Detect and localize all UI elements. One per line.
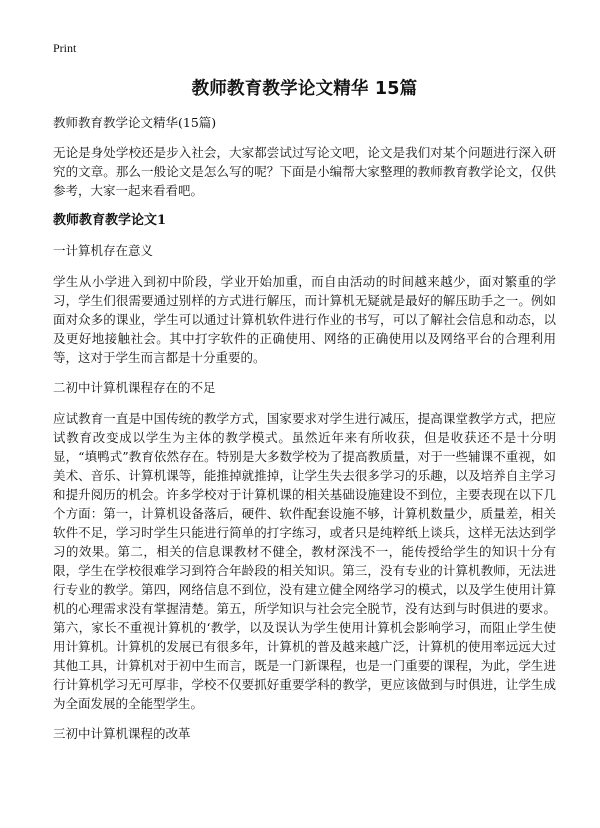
- intro-paragraph: 无论是身处学校还是步入社会，大家都尝试过写论文吧，论文是我们对某个问题进行深入研究的文章。那么一般论文是怎么写的呢？下面是小编帮大家整理的教师教育教学论文，仅供参考，大家一起来看看吧。: [53, 145, 556, 198]
- page-title: 教师教育教学论文精华 15篇: [191, 79, 418, 99]
- part3-title: 三初中计算机课程的改革: [53, 726, 191, 741]
- section-heading-1: 教师教育教学论文1: [53, 213, 167, 228]
- document-subtitle: 教师教育教学论文精华(15篇): [53, 115, 217, 130]
- part1-title: 一计算机存在意义: [53, 243, 154, 258]
- part2-paragraph: 应试教育一直是中国传统的教学方式，国家要求对学生进行减压，提高课堂教学方式，把应试教育改变成以学生为主体的教学模式。虽然近年来有所收获，但是收获还不是十分明显，“填鸭式”教育依然存在。特别是大多数学校为了提高教质量，对于一些辅课不重视，如美术、音乐、计算机课等，能推掉就推掉，让学生失去很多学习的乐趣，以及培养自主学习和提升阅历的机会。许多学校对于计算机课的相关基础设施建设不到位，主要表现在以下几个方面：第一，计算机设备落后，硬件、软件配套设施不够，计算机数量少，质量差，相关软件不足，学习时学生只能进行简单的打字练习，或者只是纯粹纸上谈兵，这样无法达到学习的效果。第二，相关的信息课教材不健全，教材深浅不一，能传授给学生的知识十分有限，学生在学校很难学习到符合年龄段的相关知识。第三，没有专业的计算机教师，无法进行专业的教学。第四，网络信息不到位，没有建立健全网络学习的模式，以及学生使用计算机的心理需求没有掌握清楚。第五，所学知识与社会完全脱节，没有达到与时俱进的要求。第六，家长不重视计算机的‘教学，以及误认为学生使用计算机会影响学习，而阻止学生使用计算机。计算机的发展已有很多年，计算机的普及越来越广泛，计算机的使用率远远大过其他工具，计算机对于初中生而言，既是一门新课程，也是一门重要的课程，为此，学生进行计算机学习无可厚非，学校不仅要抓好重要学科的教学，更应该做到与时俱进，让学生成为全面发展的全能型学生。: [53, 411, 556, 711]
- part1-paragraph: 学生从小学进入到初中阶段，学业开始加重，而自由活动的时间越来越少，面对繁重的学习，学生们很需要通过别样的方式进行解压，而计算机无疑就是最好的解压助手之一。例如面对众多的课业，学生可以通过计算机软件进行作业的书写，可以了解社会信息和动态，以及更好地接触社会。其中打字软件的正确使用、网络的正确使用以及网络平台的合理利用等，这对于学生而言都是十分重要的。: [53, 274, 556, 365]
- print-link[interactable]: Print: [53, 41, 77, 55]
- part2-title: 二初中计算机课程存在的不足: [53, 380, 216, 395]
